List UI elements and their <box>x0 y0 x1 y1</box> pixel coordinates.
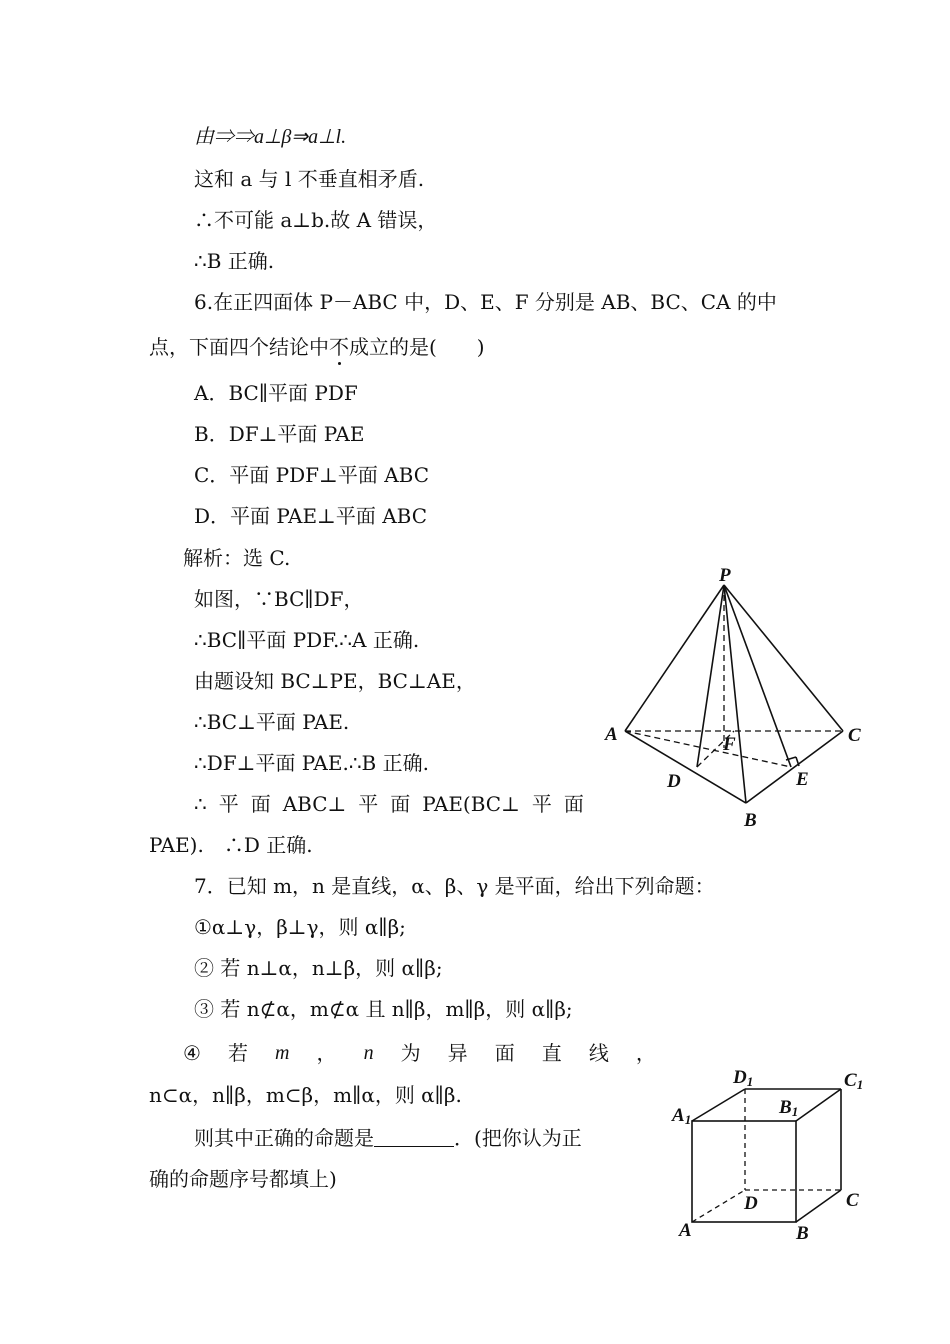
word: PAE(BC⊥ <box>422 792 520 816</box>
q6-stem-bracket: 成立的是( ) <box>349 335 485 359</box>
q6-option-b: B．DF⊥平面 PAE <box>194 422 365 446</box>
word: 直 <box>541 1041 562 1065</box>
q6-solution-line-1: 如图，∵BC∥DF， <box>194 587 364 611</box>
q6-solution-line-4: ∴BC⊥平面 PAE. <box>194 710 350 734</box>
q6-solution-line-3: 由题设知 BC⊥PE，BC⊥AE， <box>194 669 476 693</box>
q7-prop-4-line-1 <box>183 1040 656 1066</box>
q6-analysis <box>183 545 290 571</box>
answer-blank[interactable] <box>374 1128 454 1147</box>
q7-ask-text: 则其中正确的命题是 <box>194 1126 374 1150</box>
word: ④ <box>183 1041 201 1065</box>
q6-stem-line-2 <box>149 334 485 360</box>
word: ∴ <box>194 792 207 816</box>
word: ， <box>316 1041 337 1065</box>
label-B1: B1 <box>779 1097 799 1119</box>
word: 异 <box>447 1041 468 1065</box>
word: 若 <box>227 1041 248 1065</box>
q7-stem: 7．已知 m，n 是直线，α、β、γ 是平面，给出下列命题： <box>194 874 715 898</box>
analysis-label: 解析： <box>183 546 243 570</box>
word: ABC⊥ <box>282 792 347 816</box>
label-C: C <box>846 1190 859 1211</box>
label-A: A <box>605 724 618 745</box>
q6-option-c: C．平面 PDF⊥平面 ABC <box>194 463 430 487</box>
word: m <box>275 1042 290 1064</box>
label-F: F <box>723 734 736 755</box>
tetrahedron-figure <box>596 558 876 838</box>
word: 面 <box>250 792 271 816</box>
word: 平 <box>531 792 552 816</box>
label-C: C <box>848 725 861 746</box>
word: 平 <box>358 792 379 816</box>
word: 平 <box>218 792 239 816</box>
word: 面 <box>390 792 411 816</box>
label-D: D <box>667 771 681 792</box>
q7-ask-line-2: 确的命题序号都填上) <box>149 1167 337 1191</box>
prev-line-3: ∴不可能 a⊥b.故 A 错误， <box>194 208 438 232</box>
q6-emphasis-not: 不 <box>329 335 349 359</box>
q6-solution-line-6 <box>194 791 584 817</box>
q7-ask-line-1 <box>194 1125 582 1151</box>
label-D1: D1 <box>733 1067 754 1089</box>
q6-stem-line-1: 6.在正四面体 P－ABC 中，D、E、F 分别是 AB、BC、CA 的中 <box>194 290 777 314</box>
q6-option-d: D．平面 PAE⊥平面 ABC <box>194 504 428 528</box>
label-C1: C1 <box>844 1070 864 1092</box>
label-E: E <box>796 769 809 790</box>
word: 面 <box>563 792 584 816</box>
word: 线 <box>588 1041 609 1065</box>
prev-line-1: 由⇒⇒a⊥β⇒a⊥l. <box>194 126 347 148</box>
label-B: B <box>796 1223 809 1244</box>
q7-ask-hint: ．(把你认为正 <box>454 1126 582 1150</box>
analysis-answer: 选 C. <box>243 546 291 570</box>
q6-solution-line-5: ∴DF⊥平面 PAE.∴B 正确. <box>194 751 429 775</box>
prev-line-4: ∴B 正确. <box>194 249 275 273</box>
q6-option-a: A．BC∥平面 PDF <box>194 381 358 405</box>
label-A: A <box>679 1220 692 1241</box>
word: ， <box>635 1041 656 1065</box>
word: 面 <box>494 1041 515 1065</box>
q6-solution-line-7: PAE). ∴D 正确. <box>149 833 313 857</box>
q7-prop-4-line-2: n⊂α，n∥β，m⊂β，m∥α，则 α∥β. <box>149 1083 462 1107</box>
q7-prop-3: ③ 若 n⊄α，m⊄α 且 n∥β，m∥β，则 α∥β; <box>194 997 573 1021</box>
label-D: D <box>744 1193 758 1214</box>
word: 为 <box>400 1041 421 1065</box>
label-P: P <box>719 565 731 586</box>
label-B: B <box>744 810 757 831</box>
q7-prop-2: ② 若 n⊥α，n⊥β，则 α∥β; <box>194 956 443 980</box>
word: n <box>363 1042 374 1064</box>
cube-figure <box>664 1064 870 1246</box>
q6-stem-text: 点，下面四个结论中 <box>149 335 329 359</box>
label-A1: A1 <box>672 1105 692 1127</box>
q7-prop-1: ①α⊥γ，β⊥γ，则 α∥β; <box>194 915 406 939</box>
q6-solution-line-2: ∴BC∥平面 PDF.∴A 正确. <box>194 628 420 652</box>
prev-line-2: 这和 a 与 l 不垂直相矛盾. <box>194 167 425 191</box>
